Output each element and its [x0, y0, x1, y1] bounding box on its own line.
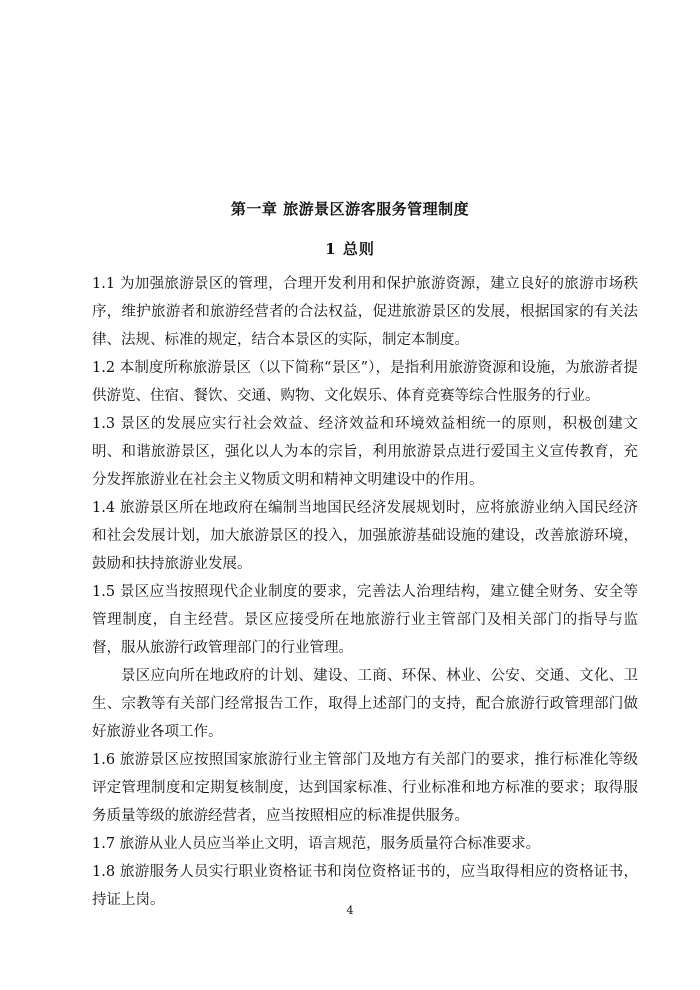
paragraph-1-8: 1.8 旅游服务人员实行职业资格证书和岗位资格证书的，应当取得相应的资格证书，持证上岗。 — [92, 864, 638, 908]
paragraph-1-7: 1.7 旅游从业人员应当举止文明，语言规范，服务质量符合标准要求。 — [92, 836, 541, 852]
paragraph-1-4: 1.4 旅游景区所在地政府在编制当地国民经济发展规划时，应将旅游业纳入国民经济和社会发展计划，加大旅游景区的投入，加强旅游基础设施的建设，改善旅游环境，鼓励和扶持旅游业发展。 — [92, 500, 638, 572]
section-title: 1 总则 — [325, 240, 375, 258]
paragraph-1-5-continued: 景区应向所在地政府的计划、建设、工商、环保、林业、公安、交通、文化、卫生、宗教等有关部门经常报告工作，取得上述部门的支持，配合旅游行政管理部门做好旅游业各项工作。 — [92, 668, 638, 740]
document-body — [92, 270, 638, 914]
chapter-title: 第一章 旅游景区游客服务管理制度 — [230, 200, 470, 218]
page-number: 4 — [346, 904, 354, 917]
paragraph-1-5: 1.5 景区应当按照现代企业制度的要求，完善法人治理结构，建立健全财务、安全等管理制度，自主经营。景区应接受所在地旅游行业主管部门及相关部门的指导与监督，服从旅游行政管理部门的行业管理。 — [92, 584, 638, 656]
paragraph-1-6: 1.6 旅游景区应按照国家旅游行业主管部门及地方有关部门的要求，推行标准化等级评定管理制度和定期复核制度，达到国家标准、行业标准和地方标准的要求；取得服务质量等级的旅游经营者，应当按照相应的标准提供服务。 — [92, 752, 638, 824]
paragraph-1-1: 1.1 为加强旅游景区的管理，合理开发利用和保护旅游资源，建立良好的旅游市场秩序，维护旅游者和旅游经营者的合法权益，促进旅游景区的发展，根据国家的有关法律、法规、标准的规定，结合本景区的实际，制定本制度。 — [92, 276, 638, 348]
paragraph-1-3: 1.3 景区的发展应实行社会效益、经济效益和环境效益相统一的原则，积极创建文明、和谐旅游景区，强化以人为本的宗旨，利用旅游景点进行爱国主义宣传教育，充分发挥旅游业在社会主义物质文明和精神文明建设中的作用。 — [92, 416, 638, 488]
paragraph-1-2: 1.2 本制度所称旅游景区（以下简称“景区”），是指利用旅游资源和设施，为旅游者提供游览、住宿、餐饮、交通、购物、文化娱乐、体育竞赛等综合性服务的行业。 — [92, 360, 638, 404]
